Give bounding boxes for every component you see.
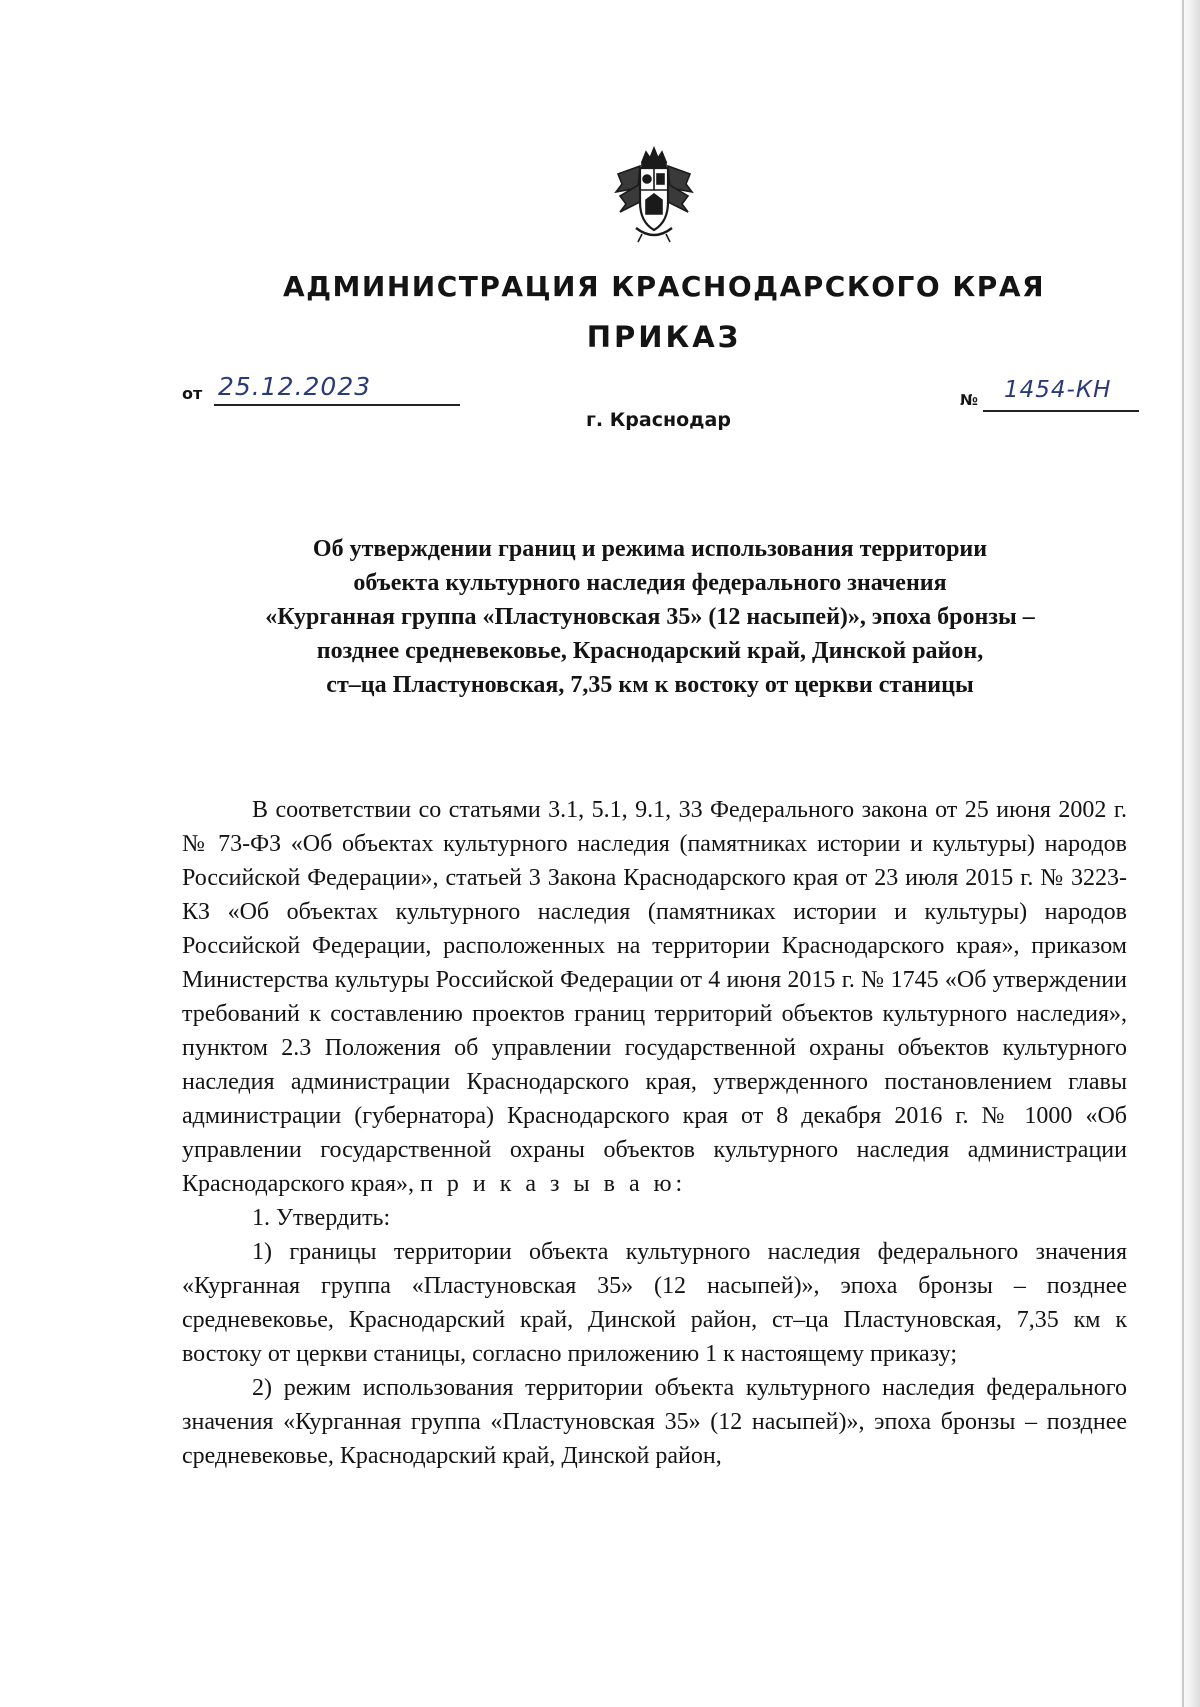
item-1-2-paragraph: 2) режим использования территории объекта культурного наследия федерального значения «Курганная группа «Пластуновская 35» (12 насыпей)», эпоха бронзы – позднее средневековье, Краснодарский край, Динской район, [182, 1375, 1127, 1469]
date-underline [214, 404, 460, 406]
date-handwritten-value: 25.12.2023 [218, 372, 372, 401]
title-line: объекта культурного наследия федерального значения [353, 570, 947, 596]
title-line: ст–ца Пластуновская, 7,35 км к востоку от церкви станицы [326, 672, 974, 698]
document-title [180, 532, 1120, 702]
number-label: № [960, 391, 979, 409]
date-label: от [182, 384, 203, 403]
preamble-paragraph [182, 793, 1127, 1201]
document-type-heading: ПРИКАЗ [586, 320, 742, 354]
title-line: Об утверждении границ и режима использования территории [312, 536, 988, 562]
page-edge-line [1182, 0, 1184, 1707]
document-body [182, 793, 1127, 1473]
order-word: п р и к а з ы в а ю: [420, 1171, 687, 1197]
item-1-paragraph: 1. Утвердить: [252, 1205, 391, 1231]
city-label: г. Краснодар [586, 409, 731, 431]
title-line: «Курганная группа «Пластуновская 35» (12 насыпей)», эпоха бронзы – [265, 604, 1035, 630]
item-1-1-paragraph: 1) границы территории объекта культурного наследия федерального значения «Курганная группа «Пластуновская 35» (12 насыпей)», эпоха бронзы – позднее средневековье, Краснодарский край, Динской район, ст–ца Пластуновская, 7,35 км к востоку от церкви станицы, согласно приложению 1 к настоящему приказу; [182, 1239, 1127, 1367]
preamble-text: В соответствии со статьями 3.1, 5.1, 9.1, 33 Федерального закона от 25 июня 2002 г. № 73-ФЗ «Об объектах культурного наследия (памятниках истории и культуры) народов Российской Федерации», статьей 3 Закона Краснодарского края от 23 июля 2015 г. № 3223-КЗ «Об объектах культурного наследия (памятниках истории и культуры) народов Российской Федерации, расположенных на территории Краснодарского края», приказом Министерства культуры Российской Федерации от 4 июня 2015 г. № 1745 «Об утверждении требований к составлению проектов границ территорий объектов культурного наследия», пунктом 2.3 Положения об управлении государственной охраны объектов культурного наследия администрации Краснодарского края, утвержденного постановлением главы администрации (губернатора) Краснодарского края от 8 декабря 2016 г. № 1000 «Об управлении государственной охраны объектов культурного наследия администрации Краснодарского края», [182, 797, 1127, 1197]
number-underline [983, 410, 1139, 412]
title-line: позднее средневековье, Краснодарский край, Динской район, [316, 638, 984, 664]
number-handwritten-value: 1454-КН [1004, 377, 1112, 403]
krasnodar-krai-coat-of-arms-icon [612, 144, 696, 244]
organization-heading: АДМИНИСТРАЦИЯ КРАСНОДАРСКОГО КРАЯ [282, 270, 1046, 303]
